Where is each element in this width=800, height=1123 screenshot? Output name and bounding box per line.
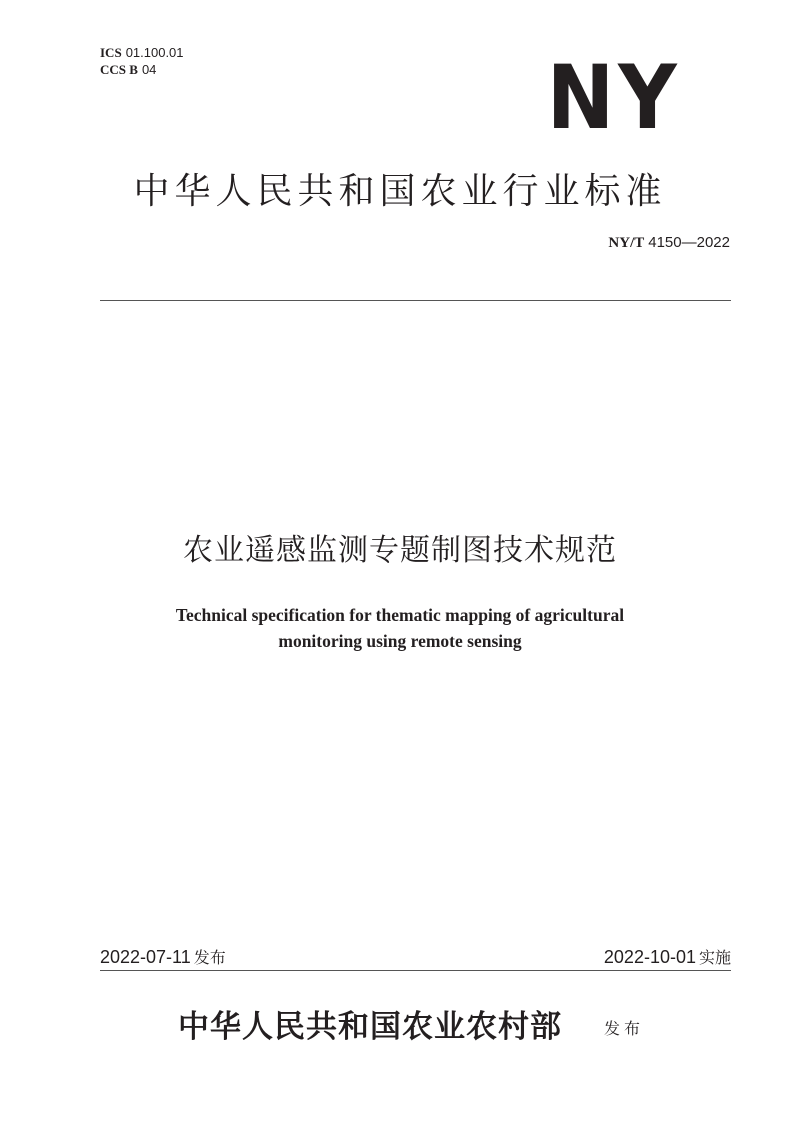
standard-type-title: 中华人民共和国农业行业标准 <box>133 171 667 212</box>
ny-logo: NY <box>546 46 680 149</box>
title-en-line-1: Technical specification for thematic mapping of agricultural <box>175 605 625 625</box>
issuer-name: 中华人民共和国农业农村部 <box>178 1009 562 1045</box>
document-title-en <box>0 602 800 654</box>
issue-label: 发布 <box>193 948 226 967</box>
standard-number <box>608 234 730 252</box>
implement-date: 2022-10-01 <box>603 947 696 967</box>
issue-date-line <box>100 945 226 970</box>
ics-code <box>100 45 184 61</box>
issue-date: 2022-07-11 <box>100 947 191 967</box>
standard-number-value: 4150—2022 <box>648 234 730 251</box>
ccs-label: CCS B <box>100 62 138 77</box>
implement-date-line <box>604 945 731 970</box>
title-en-line-2: monitoring using remote sensing <box>278 631 522 651</box>
ics-value: 01.100.01 <box>125 45 184 60</box>
ccs-code <box>100 62 156 78</box>
bottom-divider <box>100 970 731 971</box>
standard-number-prefix: NY/T <box>608 235 645 251</box>
document-title-cn: 农业遥感监测专题制图技术规范 <box>183 533 617 568</box>
implement-label: 实施 <box>698 948 731 967</box>
top-divider <box>100 300 731 301</box>
issuer-suffix: 发布 <box>604 1019 645 1038</box>
ccs-value: 04 <box>141 62 157 77</box>
ics-label: ICS <box>100 45 122 60</box>
